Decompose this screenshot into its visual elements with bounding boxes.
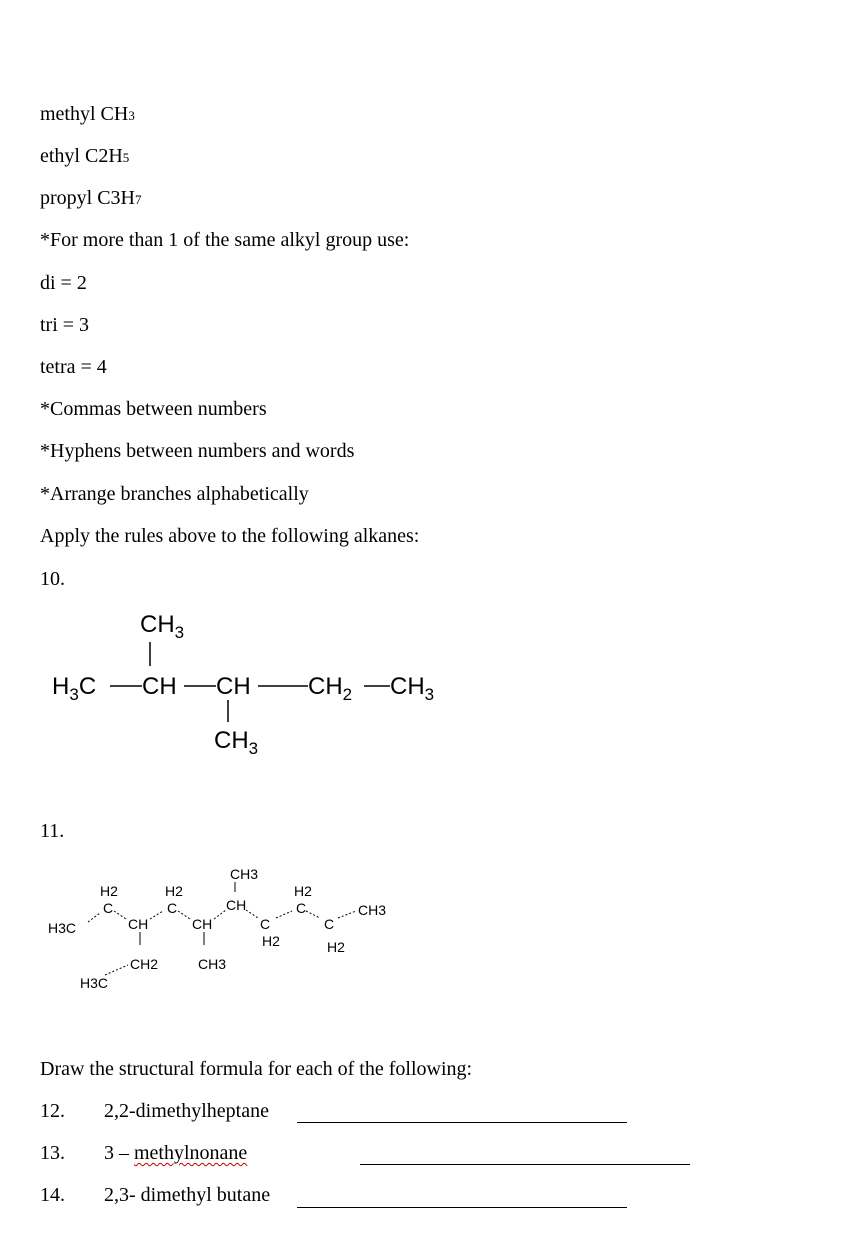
p11-ch3-top: CH3 bbox=[230, 866, 259, 882]
problem-10-label: 10. bbox=[40, 568, 65, 590]
apply-instructions: Apply the rules above to the following alkanes: bbox=[40, 525, 420, 547]
p11-c-4: C bbox=[296, 900, 307, 916]
p10-ch2: $CH_2$ bbox=[308, 673, 353, 704]
p11-ch2-branch: CH2 bbox=[130, 956, 159, 972]
problem-11-label: 11. bbox=[40, 820, 65, 842]
p11-c-3: C bbox=[260, 916, 271, 932]
p11-h3c-left: H3C bbox=[48, 920, 77, 936]
p11-h2-3: H2 bbox=[262, 933, 280, 949]
item-12-number: 12. bbox=[40, 1100, 65, 1122]
p10-ch-2: CH bbox=[216, 673, 251, 700]
rule-commas: *Commas between numbers bbox=[40, 398, 267, 420]
p11-c-2: C bbox=[167, 900, 178, 916]
p10-ch3-end: $CH_3$ bbox=[390, 673, 435, 704]
p10-ch-1: CH bbox=[142, 673, 177, 700]
spellcheck-underline: methylnonane bbox=[134, 1142, 248, 1164]
p11-ch3-bottom: CH3 bbox=[198, 956, 227, 972]
p10-top-branch: $CH_3$ bbox=[140, 611, 185, 642]
p11-branch-bond bbox=[105, 965, 128, 975]
item-14-name: 2,3- dimethyl butane bbox=[104, 1184, 271, 1206]
item-12-name: 2,2-dimethylheptane bbox=[104, 1100, 269, 1122]
p11-h2-1: H2 bbox=[100, 883, 118, 899]
item-13-answer-line bbox=[360, 1164, 690, 1165]
item-13-name: 3 – methylnonane bbox=[104, 1142, 248, 1164]
p10-chain-start: $H_3C$ bbox=[52, 673, 97, 704]
alkyl-methyl: methyl CH3 bbox=[40, 103, 135, 125]
item-14-number: 14. bbox=[40, 1184, 65, 1206]
prefix-note: *For more than 1 of the same alkyl group use: bbox=[40, 229, 410, 251]
item-12-answer-line bbox=[297, 1122, 627, 1123]
problem-10-structure bbox=[0, 600, 520, 770]
p11-h2-4: H2 bbox=[294, 883, 312, 899]
problem-11-structure bbox=[0, 855, 440, 1005]
p11-c-1: C bbox=[103, 900, 114, 916]
rule-hyphens: *Hyphens between numbers and words bbox=[40, 440, 355, 462]
prefix-tetra: tetra = 4 bbox=[40, 356, 107, 378]
p10-bottom-branch: $CH_3$ bbox=[214, 727, 259, 758]
p11-h2-2: H2 bbox=[165, 883, 183, 899]
item-13-number: 13. bbox=[40, 1142, 65, 1164]
p11-ch-b: CH bbox=[192, 916, 213, 932]
alkyl-propyl: propyl C3H7 bbox=[40, 187, 142, 209]
p11-ch3-right: CH3 bbox=[358, 902, 387, 918]
p11-h2-5: H2 bbox=[327, 939, 345, 955]
p11-h3c-branch: H3C bbox=[80, 975, 109, 991]
prefix-tri: tri = 3 bbox=[40, 314, 90, 336]
alkyl-ethyl: ethyl C2H5 bbox=[40, 145, 130, 167]
p11-ch-top: CH bbox=[226, 897, 247, 913]
prefix-di: di = 2 bbox=[40, 272, 87, 294]
p11-ch-a: CH bbox=[128, 916, 149, 932]
item-14-answer-line bbox=[297, 1207, 627, 1208]
rule-alphabetical: *Arrange branches alphabetically bbox=[40, 483, 309, 505]
p11-c-5: C bbox=[324, 916, 335, 932]
draw-heading: Draw the structural formula for each of the following: bbox=[40, 1058, 473, 1080]
